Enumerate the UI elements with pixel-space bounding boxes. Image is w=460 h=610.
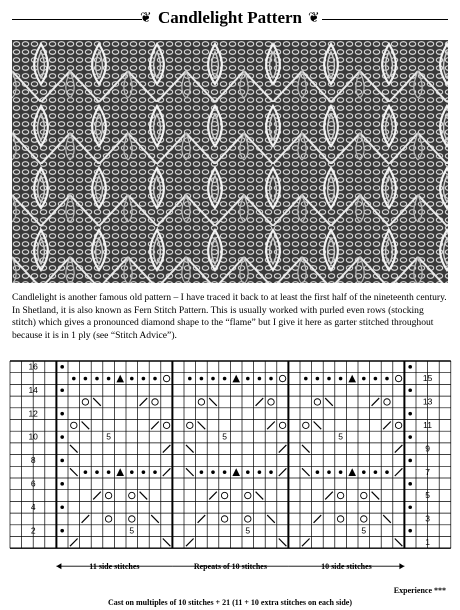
yarn-over-circle <box>152 399 158 405</box>
purl-dot <box>246 377 250 381</box>
yarn-over-circle <box>221 516 227 522</box>
row-number-left: 10 <box>28 431 38 442</box>
purl-dot <box>130 377 134 381</box>
ssk-slash <box>186 468 194 476</box>
purl-dot <box>84 470 88 474</box>
purl-dot <box>408 529 412 533</box>
purl-dot <box>200 470 204 474</box>
purl-dot <box>327 377 331 381</box>
ssk-slash <box>372 492 380 500</box>
purl-dot <box>246 470 250 474</box>
title-bar <box>0 0 460 40</box>
yarn-over-circle <box>82 399 88 405</box>
row-number-right: 13 <box>422 396 433 407</box>
purl-dot <box>304 377 308 381</box>
k2tog-slash <box>209 492 217 500</box>
yarn-over-circle <box>314 399 320 405</box>
arrowhead-icon <box>399 563 404 569</box>
side-stitches-label-left: 11 side stitches <box>89 562 140 572</box>
ssk-slash <box>302 445 310 453</box>
yarn-over-circle <box>245 492 251 498</box>
purl-dot <box>258 470 262 474</box>
side-stitches-label-right: 10 side stitches <box>321 562 372 572</box>
yarn-over-circle <box>361 516 367 522</box>
ssk-slash <box>93 398 101 406</box>
yarn-over-circle <box>221 492 227 498</box>
purl-dot <box>223 470 227 474</box>
row-number-right: 5 <box>425 490 430 501</box>
purl-dot <box>107 470 111 474</box>
center-number: 5 <box>106 431 111 442</box>
ssk-slash <box>198 422 206 430</box>
sk2p-triangle <box>116 375 124 383</box>
ssk-slash <box>302 468 310 476</box>
center-number: 5 <box>338 431 343 442</box>
ornament-left-icon: ❦ <box>140 11 152 26</box>
purl-dot <box>60 459 64 463</box>
k2tog-slash <box>325 492 333 500</box>
center-number: 5 <box>245 525 251 536</box>
page-title: Candlelight Pattern <box>157 8 303 27</box>
ssk-slash <box>151 515 159 523</box>
k2tog-slash <box>383 422 391 430</box>
purl-dot <box>60 529 64 533</box>
yarn-over-circle <box>245 516 251 522</box>
purl-dot <box>211 377 215 381</box>
ssk-slash <box>70 445 78 453</box>
ssk-slash <box>314 422 322 430</box>
yarn-over-circle <box>279 422 285 428</box>
k2tog-slash <box>163 445 171 453</box>
purl-dot <box>408 365 412 369</box>
purl-dot <box>339 377 343 381</box>
ssk-slash <box>256 492 264 500</box>
purl-dot <box>269 377 273 381</box>
yarn-over-circle <box>105 516 111 522</box>
k2tog-slash <box>267 422 275 430</box>
purl-dot <box>374 470 378 474</box>
ssk-slash <box>140 492 148 500</box>
experience-level: Experience *** <box>393 586 446 595</box>
purl-dot <box>142 470 146 474</box>
sk2p-triangle <box>348 468 356 476</box>
yarn-over-circle <box>163 422 169 428</box>
k2tog-slash <box>93 492 101 500</box>
yarn-over-circle <box>163 375 169 381</box>
center-number: 5 <box>361 525 367 536</box>
repeats-label: Repeats of 10 stitches <box>193 562 267 572</box>
yarn-over-circle <box>105 492 111 498</box>
row-number-left: 6 <box>30 478 36 489</box>
k2tog-slash <box>314 515 322 523</box>
ssk-slash <box>82 422 90 430</box>
purl-dot <box>385 470 389 474</box>
k2tog-slash <box>186 539 194 547</box>
intro-paragraph: Candlelight is another famous old pattern – I have traced it back to at least the first half of the nineteenth century. In Shetland, it is also known as Fern Stitch Pattern. This is usually worked with purled even rows (stocking stitch) which gives a pronounced diamond shape to the “flame” but I give it here as garter stitched throughout because it is in 1 ply (see “Stitch Advice”). <box>12 292 447 341</box>
yarn-over-circle <box>129 516 135 522</box>
row-number-left: 14 <box>28 384 38 395</box>
ssk-slash <box>383 515 391 523</box>
sk2p-triangle <box>348 375 356 383</box>
row-number-left: 2 <box>30 525 36 536</box>
purl-dot <box>374 377 378 381</box>
yarn-over-circle <box>129 492 135 498</box>
purl-dot <box>211 470 215 474</box>
purl-dot <box>153 470 157 474</box>
row-number-right: 7 <box>425 466 430 477</box>
purl-dot <box>316 470 320 474</box>
row-number-right: 15 <box>422 373 433 384</box>
purl-dot <box>84 377 88 381</box>
row-number-right: 11 <box>423 420 433 430</box>
row-number-left: 8 <box>30 455 36 466</box>
yarn-over-circle <box>198 399 204 405</box>
purl-dot <box>408 435 412 439</box>
purl-dot <box>362 470 366 474</box>
yarn-over-circle <box>303 422 309 428</box>
k2tog-slash <box>140 398 148 406</box>
purl-dot <box>188 377 192 381</box>
center-number: 5 <box>222 431 227 442</box>
purl-dot <box>60 482 64 486</box>
knitting-chart <box>8 359 452 609</box>
ssk-slash <box>395 539 403 547</box>
yarn-over-circle <box>337 492 343 498</box>
purl-dot <box>60 435 64 439</box>
ssk-slash <box>209 398 217 406</box>
purl-dot <box>95 377 99 381</box>
title-rule-right <box>322 19 448 20</box>
yarn-over-circle <box>71 422 77 428</box>
cast-on-instructions: Cast on multiples of 10 stitches + 21 (11 + 10 extra stitches on each side) <box>108 598 352 607</box>
yarn-over-circle <box>279 375 285 381</box>
purl-dot <box>408 505 412 509</box>
k2tog-slash <box>151 422 159 430</box>
knitted-lace-photo <box>12 40 448 283</box>
purl-dot <box>153 377 157 381</box>
row-number-right: 9 <box>425 443 430 454</box>
purl-dot <box>385 377 389 381</box>
center-number: 5 <box>129 525 135 536</box>
purl-dot <box>258 377 262 381</box>
k2tog-slash <box>198 515 206 523</box>
ornament-right-icon: ❦ <box>308 11 320 26</box>
yarn-over-circle <box>384 399 390 405</box>
purl-dot <box>130 470 134 474</box>
yarn-over-circle <box>361 492 367 498</box>
yarn-over-circle <box>187 422 193 428</box>
row-number-left: 16 <box>28 361 38 372</box>
k2tog-slash <box>82 515 90 523</box>
purl-dot <box>223 377 227 381</box>
ssk-slash <box>70 468 78 476</box>
k2tog-slash <box>256 398 264 406</box>
yarn-over-circle <box>268 399 274 405</box>
k2tog-slash <box>163 468 171 476</box>
purl-dot <box>60 365 64 369</box>
k2tog-slash <box>70 539 78 547</box>
ssk-slash <box>267 515 275 523</box>
row-number-right: 3 <box>425 513 430 524</box>
purl-dot <box>142 377 146 381</box>
purl-dot <box>408 482 412 486</box>
purl-dot <box>316 377 320 381</box>
purl-dot <box>60 388 64 392</box>
k2tog-slash <box>395 445 403 453</box>
sk2p-triangle <box>232 468 240 476</box>
k2tog-slash <box>279 468 287 476</box>
purl-dot <box>408 388 412 392</box>
ssk-slash <box>163 539 171 547</box>
arrowhead-icon <box>56 563 61 569</box>
k2tog-slash <box>302 539 310 547</box>
purl-dot <box>60 505 64 509</box>
ssk-slash <box>325 398 333 406</box>
purl-dot <box>72 377 76 381</box>
ssk-slash <box>279 539 287 547</box>
purl-dot <box>200 377 204 381</box>
row-number-left: 12 <box>28 408 38 419</box>
purl-dot <box>408 412 412 416</box>
row-number-left: 4 <box>30 501 36 512</box>
purl-dot <box>339 470 343 474</box>
purl-dot <box>362 377 366 381</box>
row-number-right: 1 <box>425 537 430 547</box>
purl-dot <box>269 470 273 474</box>
ssk-slash <box>186 445 194 453</box>
purl-dot <box>107 377 111 381</box>
yarn-over-circle <box>395 375 401 381</box>
sk2p-triangle <box>232 375 240 383</box>
k2tog-slash <box>279 445 287 453</box>
yarn-over-circle <box>395 422 401 428</box>
k2tog-slash <box>395 468 403 476</box>
k2tog-slash <box>372 398 380 406</box>
yarn-over-circle <box>337 516 343 522</box>
purl-dot <box>327 470 331 474</box>
purl-dot <box>408 459 412 463</box>
sk2p-triangle <box>116 468 124 476</box>
purl-dot <box>60 412 64 416</box>
purl-dot <box>95 470 99 474</box>
